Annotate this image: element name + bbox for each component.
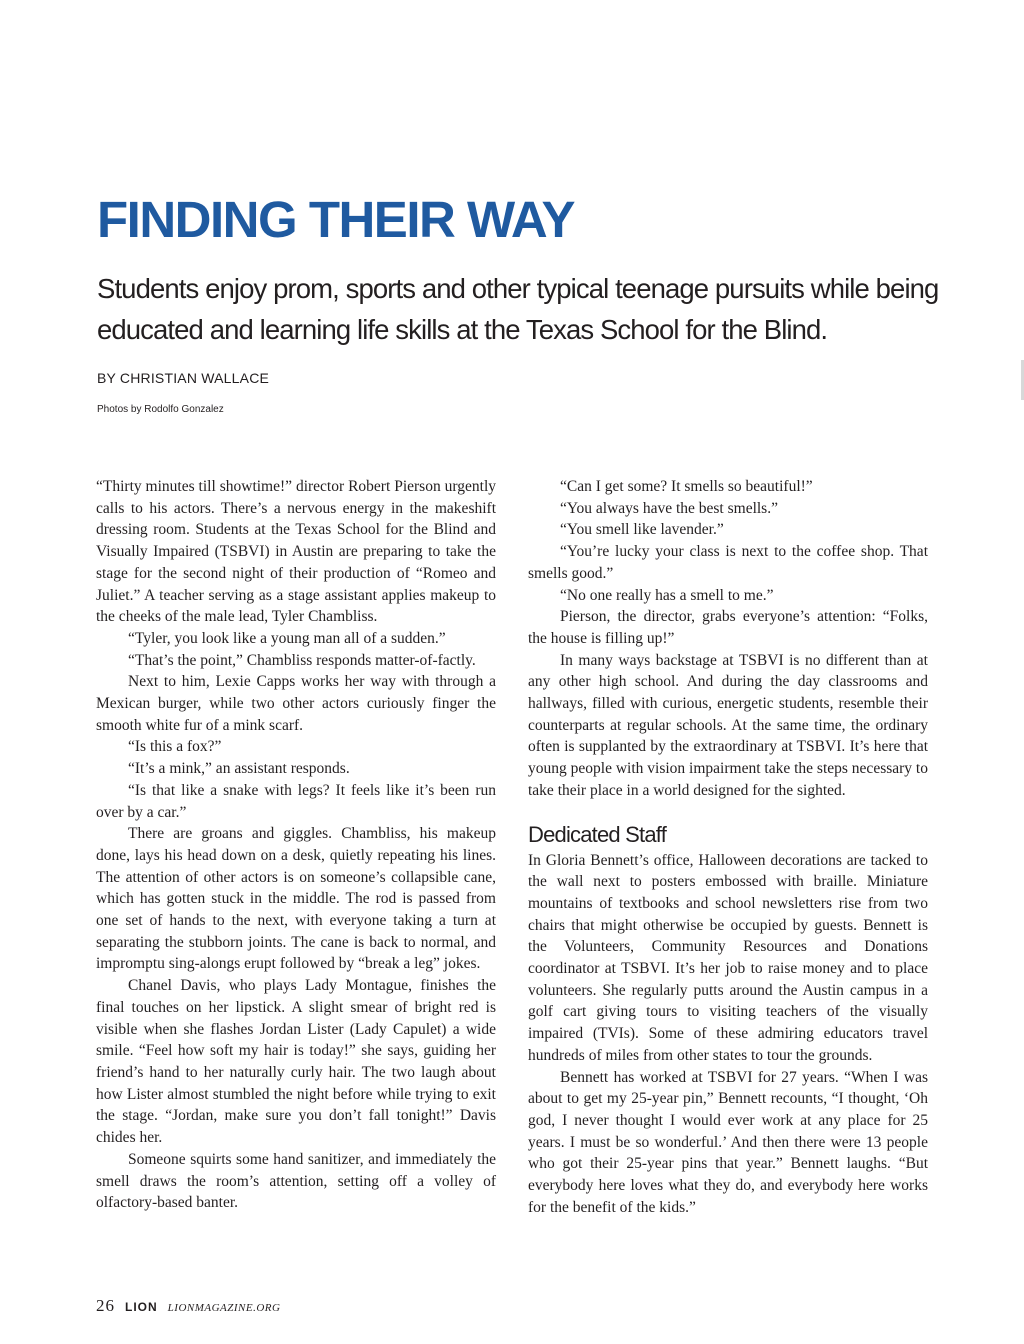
photo-credit: Photos by Rodolfo Gonzalez xyxy=(97,404,224,415)
left-column xyxy=(96,476,496,1214)
body-paragraph: “You’re lucky your class is next to the coffee shop. That smells good.” xyxy=(528,543,928,582)
body-paragraph: In Gloria Bennett’s office, Halloween decorations are tacked to the wall next to posters embossed with braille. Miniature mountains of textbooks and school newsletters rise from two chairs that might otherwise be occupied by guests. Bennett is the Volunteers, Community Resources and Donations coordinator at TSBVI. It’s her job to raise money and to place volunteers. She regularly putts around the Austin campus in a golf cart giving tours to visiting teachers of the visually impaired (TVIs). Some of these admiring educators travel hundreds of miles from other states to tour the grounds. xyxy=(528,851,928,1064)
body-paragraph: “No one really has a smell to me.” xyxy=(560,586,774,604)
section-heading: Dedicated Staff xyxy=(528,821,667,847)
body-paragraph: Bennett has worked at TSBVI for 27 years. “When I was about to get my 25-year pin,” Bennett recounts, “I thought, ‘Oh god, I never thought I would ever work at any place for 25 years. I must be so wonderful.’ And then there were 13 people who got their 25-year pins that year.” Bennett laughs. “But everybody here loves what they do, and everybody here works for the benefit of the kids.” xyxy=(528,1068,928,1216)
article-subtitle: Students enjoy prom, sports and other typical teenage pursuits while being educated and learning life skills at the Texas School for the Blind. xyxy=(97,273,939,345)
body-paragraph: Chanel Davis, who plays Lady Montague, finishes the final touches on her lipstick. A slight smear of bright red is visible when she flashes Jordan Lister (Lady Capulet) a wide smile. “Feel how soft my hair is today!” she says, guiding her friend’s hand to her naturally curly hair. The two laugh about how Lister almost stumbled the night before while trying to exit the stage. “Jordan, make sure you don’t fall tonight!” Davis chides her. xyxy=(96,977,496,1147)
body-paragraph: “Is that like a snake with legs? It feels like it’s been run over by a car.” xyxy=(96,781,496,821)
body-paragraph: “Is this a fox?” xyxy=(128,738,222,756)
body-paragraph: “It’s a mink,” an assistant responds. xyxy=(128,760,350,778)
right-column xyxy=(528,476,928,1219)
article-title: FINDING THEIR WAY xyxy=(97,191,574,248)
body-paragraph: In many ways backstage at TSBVI is no different than at any other high school. And during the day classrooms and hallways, filled with curious, energetic students, resemble their counterparts at regular schools. At the same time, the ordinary often is supplanted by the extraordinary at TSBVI. It’s here that young people with vision impairment take the steps necessary to take their place in a world designed for the sighted. xyxy=(528,651,928,799)
body-paragraph: “That’s the point,” Chambliss responds matter-of-factly. xyxy=(128,651,476,669)
publication-name: LION xyxy=(125,1300,158,1314)
body-paragraph: Someone squirts some hand sanitizer, and immediately the smell draws the room’s attention, setting off a volley of olfactory-based banter. xyxy=(96,1150,496,1212)
article-byline: BY CHRISTIAN WALLACE xyxy=(97,370,270,386)
body-paragraph: “You always have the best smells.” xyxy=(560,499,778,517)
body-paragraph: Pierson, the director, grabs everyone’s attention: “Folks, the house is filling up!” xyxy=(528,608,928,647)
body-paragraph: “Tyler, you look like a young man all of a sudden.” xyxy=(128,629,446,647)
page-footer xyxy=(96,1296,280,1316)
body-paragraph: Next to him, Lexie Capps works her way with through a Mexican burger, while two other actors curiously finger the smooth white fur of a mink scarf. xyxy=(96,673,496,734)
body-paragraph: “You smell like lavender.” xyxy=(560,521,724,539)
page-number: 26 xyxy=(96,1296,115,1315)
body-paragraph: “Thirty minutes till showtime!” director Robert Pierson urgently calls to his actors. There’s a nervous energy in the makeshift dressing room. Students at the Texas School for the Blind and Visually Impaired (TSBVI) in Austin are preparing to take the stage for the second night of their production of “Romeo and Juliet.” A teacher serving as a stage assistant applies makeup to the cheeks of the male lead, Tyler Chambliss. xyxy=(96,478,496,626)
body-paragraph: There are groans and giggles. Chambliss, his makeup done, lays his head down on a desk, quietly repeating his lines. The attention of other actors is on someone’s collapsible cane, which has gotten stuck in the middle. The rod is passed from one set of hands to the next, with everyone taking a turn at separating the stubborn joints. The cane is back to normal, and impromptu sing-alongs erupt followed by “break a leg” jokes. xyxy=(96,825,496,973)
body-paragraph: “Can I get some? It smells so beautiful!” xyxy=(560,478,813,495)
website-link[interactable]: LIONMAGAZINE.ORG xyxy=(167,1302,281,1314)
